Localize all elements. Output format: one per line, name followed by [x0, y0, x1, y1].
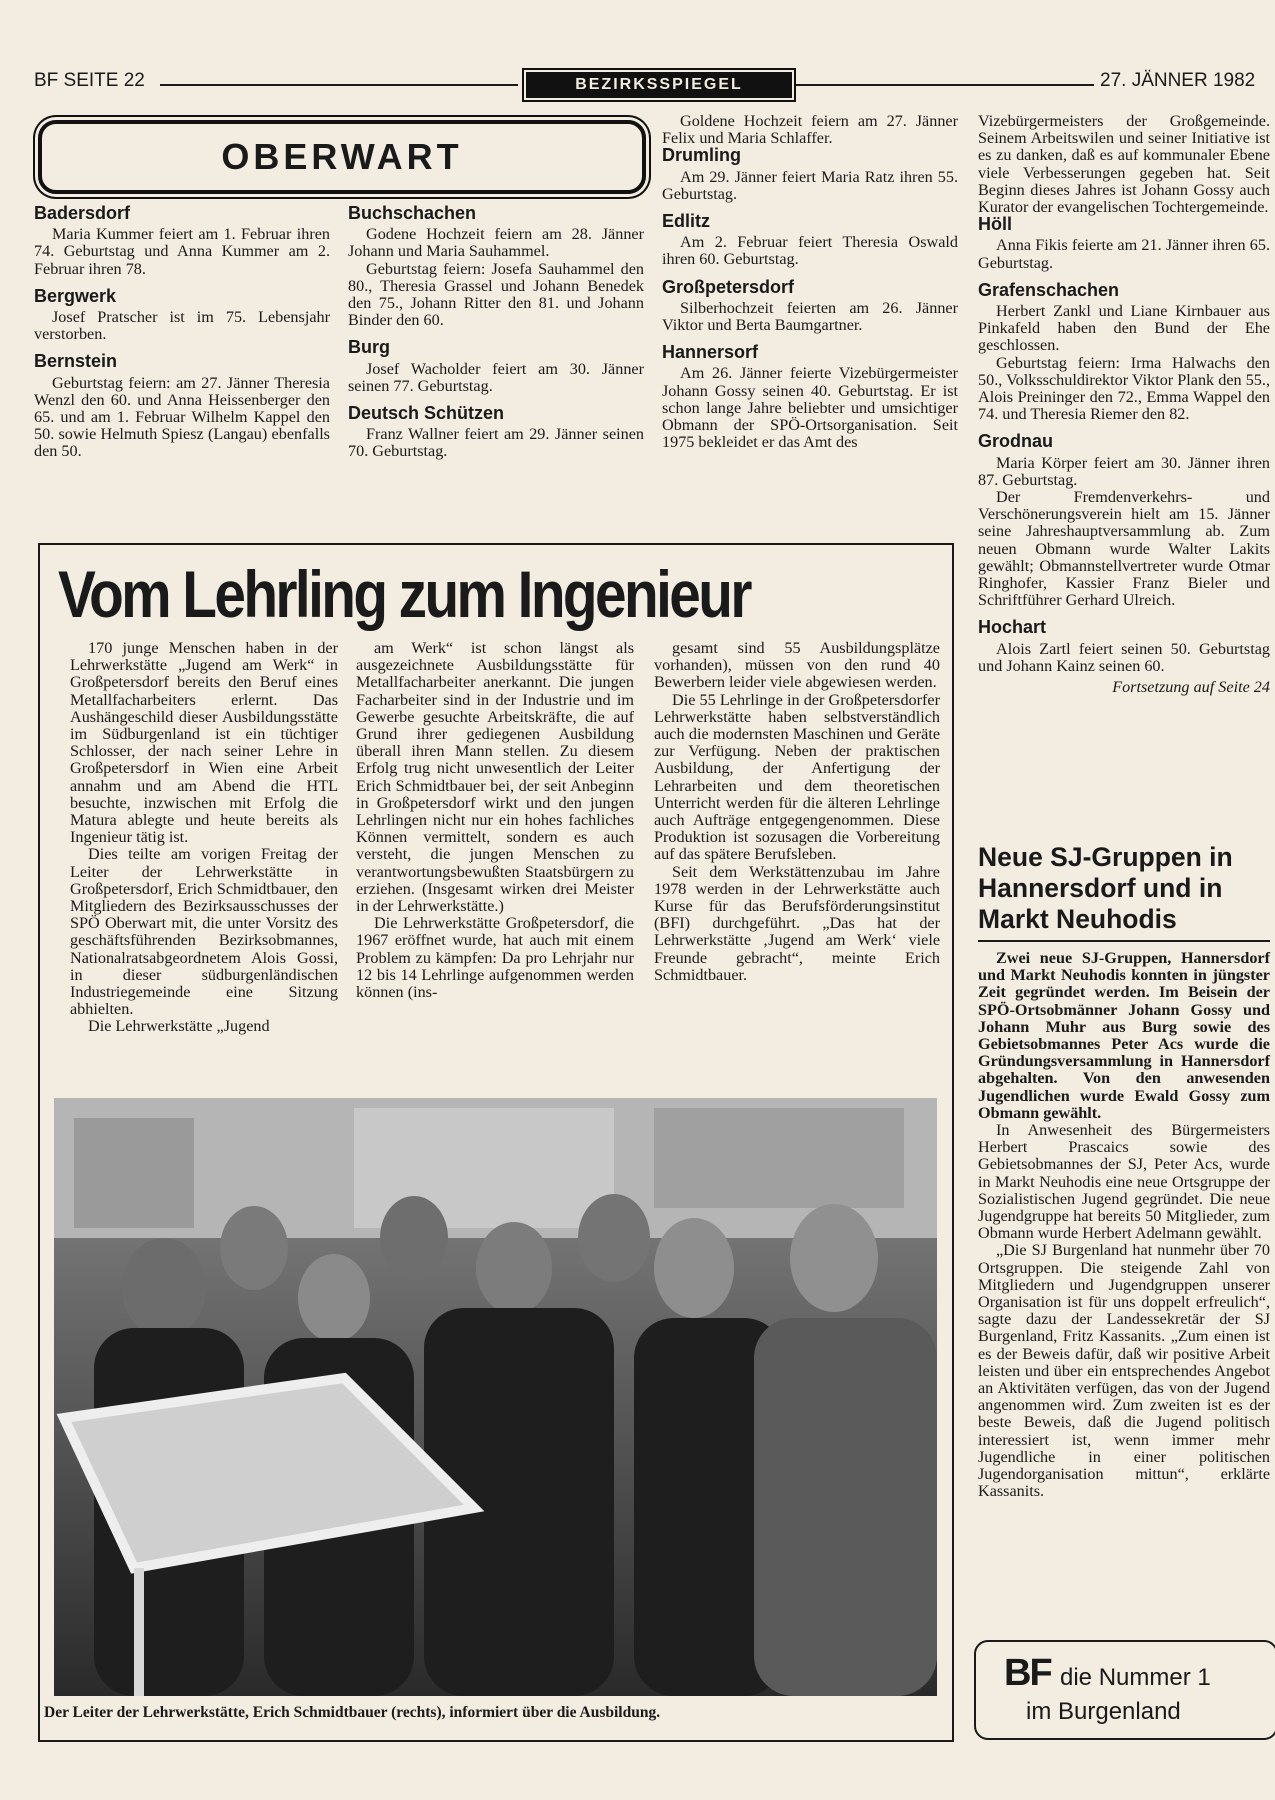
- paragraph: am Werk“ ist schon längst als ausgezeichnete Ausbildungsstätte für Metallfacharbeiter anerkannt. Die jungen Facharbeiter sind in der Industrie und im Gewerbe gesuchte Arbeitskräfte, die auf Grund ihrer gediegenen Ausbildung überall ihren Mann stellen. Zu diesem Erfolg trug nicht unwesentlich der Leiter Erich Schmidtbauer bei, der seit Anbeginn in Großpetersdorf wirkt und den jungen Lehrlingen nicht nur ein hohes fachliches Können vermittelt, sondern es auch versteht, die jungen Menschen zu verantwortungsbewußten Staatsbürgern zu erziehen. (Insgesamt wirken drei Meister in der Lehrwerkstätte.): [356, 639, 634, 916]
- location-heading: Hochart: [978, 617, 1047, 638]
- news-column-4: [978, 113, 1270, 696]
- continuation-note: Fortsetzung auf Seite 24: [1112, 678, 1270, 697]
- workshop-photo: [54, 1098, 937, 1696]
- news-item-text: Am 2. Februar feiert Theresia Oswald ihren 60. Geburtstag.: [662, 233, 958, 269]
- news-item-text: Alois Zartl feiert seinen 50. Geburtstag und Johann Kainz seinen 60.: [978, 639, 1270, 675]
- news-column-1: [34, 205, 330, 461]
- news-column-3: [662, 113, 958, 451]
- sj-headline: Neue SJ-Gruppen in Hannersdorf und in Markt Neuhodis: [978, 842, 1233, 934]
- bf-ad-line-2: im Burgenland: [1026, 1698, 1181, 1725]
- location-heading: Höll: [978, 214, 1012, 235]
- news-item-text: Josef Pratscher ist im 75. Lebensjahr verstorben.: [34, 308, 330, 344]
- bf-logo: BF: [1004, 1652, 1051, 1694]
- location-heading: Deutsch Schützen: [348, 403, 505, 424]
- paragraph: Die Lehrwerkstätte Großpetersdorf, die 1967 eröffnet wurde, hat auch mit einem Problem zu kämpfen: Da pro Lehrjahr nur 12 bis 14 Lehrlinge aufgenommen werden können (ins-: [356, 914, 634, 1002]
- location-heading: Badersdorf: [34, 203, 131, 223]
- bf-ad-line-1: die Nummer 1: [1060, 1664, 1211, 1691]
- news-item-text: Maria Kummer feiert am 1. Februar ihren 74. Geburtstag und Anna Kummer am 2. Februar ihren 78.: [34, 225, 330, 278]
- article-column-2: [356, 640, 634, 1001]
- bf-ad: [974, 1640, 1275, 1740]
- sj-rule: [978, 940, 1270, 942]
- sj-lead: Zwei neue SJ-Gruppen, Hannersdorf und Markt Neuhodis konnten in jüngster Zeit gegründet werden. Im Beisein der SPÖ-Ortsobmänner Johann Gossy und Johann Muhr aus Burg sowie des Gebietsobmannes Peter Acs wurde die Gründungsversammlung in Hannersdorf abgehalten. Von den anwesenden Jugendlichen wurde Ewald Gossy zum Obmann gewählt.: [978, 949, 1270, 1122]
- col4-lead: Vizebürgermeisters der Großgemeinde. Seinem Arbeitswilen und seiner Initiative ist es zu danken, daß es auf kommunaler Ebene viele Verbesserungen gegeben hat. Seit Beginn dieses Jahres ist Johann Gossy auch Kurator der evangelischen Tochtergemeinde.: [978, 112, 1270, 217]
- location-heading: Grodnau: [978, 431, 1053, 452]
- paragraph: In Anwesenheit des Bürgermeisters Herbert Prascaics sowie des Gebietsobmannes der SJ, Peter Acs, wurde in Markt Neuhodis eine neue Ortsgruppe der Sozialistischen Jugend gegründet. Die neue Jugendgruppe hat bereits 50 Mitglieder, zum Obmann wurde Herbert Adelmann gewählt.: [978, 1121, 1270, 1243]
- news-item-text: Franz Wallner feiert am 29. Jänner seinen 70. Geburtstag.: [348, 425, 644, 461]
- location-heading: Buchschachen: [348, 203, 477, 223]
- location-heading: Hannersorf: [662, 342, 759, 363]
- news-item-text: Am 29. Jänner feiert Maria Ratz ihren 55. Geburtstag.: [662, 167, 958, 203]
- location-heading: Drumling: [662, 145, 741, 166]
- paragraph: gesamt sind 55 Ausbildungsplätze vorhanden), müssen von den rund 40 Bewerbern leider viele abgewiesen werden.: [654, 639, 940, 692]
- location-heading: Großpetersdorf: [662, 276, 795, 297]
- paragraph: Seit dem Werkstättenzubau im Jahre 1978 werden in der Lehrwerkstätte auch Kurse für das Berufsförderungsinstitut (BFI) durchgeführt. „Das hat der Lehrwerkstätte ‚Jugend am Werk‘ viele Freunde gebracht“, meinte Erich Schmidtbauer.: [654, 862, 940, 984]
- region-title: OBERWART: [38, 120, 646, 194]
- location-heading: Bernstein: [34, 351, 118, 372]
- col3-lead: Goldene Hochzeit feiern am 27. Jänner Felix und Maria Schlaffer.: [662, 112, 958, 148]
- news-item-text: Anna Fikis feierte am 21. Jänner ihren 65. Geburtstag.: [978, 236, 1270, 272]
- news-item-text: Godene Hochzeit feiern am 28. Jänner Johann und Maria Sauhammel.: [348, 225, 644, 261]
- header-rule-right: [796, 84, 1094, 86]
- location-heading: Edlitz: [662, 211, 710, 232]
- location-heading: Bergwerk: [34, 285, 117, 306]
- news-item-text: Der Fremdenverkehrs- und Verschönerungsverein hielt am 15. Jänner seine Jahreshauptversammlung ab. Zum neuen Obmann wurde Walter Lakits gewählt; Obmannstellvertreter wurde Otmar Ringhofer, Kassier Franz Bieler und Schriftführer Gerhard Ulreich.: [978, 488, 1270, 610]
- news-item-text: Geburtstag feiern: Josefa Sauhammel den 80., Theresia Grassel und Johann Benedek den 75., Johann Ritter den 81. und Johann Binder den 60.: [348, 259, 644, 330]
- sj-article-body: [978, 950, 1270, 1501]
- paragraph: Dies teilte am vorigen Freitag der Leiter der Lehrwerkstätte in Großpetersdorf, Erich Schmidtbauer, den Mitgliedern des Bezirksausschusses der SPÖ Oberwart mit, die unter Vorsitz des geschäftsführenden Bezirksobmannes, Nationalratsabgeordnetem Alois Gossi, in dieser südburgenländischen Industriegemeinde eine Sitzung abhielten.: [70, 845, 338, 1019]
- news-item-text: Geburtstag feiern: am 27. Jänner Theresia Wenzl den 60. und Anna Heissenberger den 65. und am 1. Februar Wilhelm Kappel den 50. sowie Helmuth Spiesz (Langau) ebenfalls den 50.: [34, 373, 330, 461]
- location-heading: Grafenschachen: [978, 279, 1120, 300]
- news-item-text: Herbert Zankl und Liane Kirnbauer aus Pinkafeld haben den Bund der Ehe geschlossen.: [978, 302, 1270, 355]
- issue-date: 27. JÄNNER 1982: [1100, 70, 1256, 91]
- location-heading: Burg: [348, 337, 390, 358]
- section-title: BEZIRKSSPIEGEL: [522, 68, 796, 102]
- header-rule-left: [160, 84, 518, 86]
- news-item-text: Silberhochzeit feierten am 26. Jänner Viktor und Berta Baumgartner.: [662, 298, 958, 335]
- article-photo: [54, 1098, 937, 1696]
- paragraph: Die Lehrwerkstätte „Jugend: [88, 1017, 270, 1036]
- paragraph: „Die SJ Burgenland hat nunmehr über 70 Ortsgruppen. Die steigende Zahl von Mitgliedern und Jugendgruppen unserer Organisation ist für uns doppelt erfreulich“, sagte dazu der Landessekretär der SJ Burgenland, Fritz Kassanits. „Zum einen ist es der Beweis dafür, daß wir positive Arbeit leisten und über ein entsprechendes Angebot an Aktivitäten verfügen, das von der Jugend angenommen wird. Zum zweiten ist es der beste Beweis, daß die Jugend politisch interessiert ist, wenn immer mehr Jugendliche in einer politischen Jugendorganisation mittun“, erklärte Kassanits.: [978, 1241, 1270, 1501]
- news-column-2: [348, 205, 644, 461]
- news-item-text: Josef Wacholder feiert am 30. Jänner seinen 77. Geburtstag.: [348, 359, 644, 395]
- page-number: BF SEITE 22: [34, 70, 145, 91]
- paragraph: Die 55 Lehrlinge in der Großpetersdorfer Lehrwerkstätte haben selbstverständlich auch die modernsten Maschinen und Geräte zur Verfügung. Neben der praktischen Ausbildung, der Anfertigung der Lehrarbeiten und dem theoretischen Unterricht werden für die älteren Lehrlinge auch Aufträge entgegengenommen. Diese Produktion ist sozusagen die Vorbereitung auf das spätere Berufsleben.: [654, 690, 940, 864]
- paragraph: 170 junge Menschen haben in der Lehrwerkstätte „Jugend am Werk“ in Großpetersdorf bereits den Beruf eines Metallfacharbeiters erlernt. Das Aushängeschild dieser Ausbildungsstätte im Südburgenland ist ein tüchtiger Schlosser, der nach seiner Lehre in Großpetersdorf in Wien eine Arbeit annahm und am Abend die HTL besuchte, inzwischen mit Erfolg die Matura ablegte und heute bereits als Ingenieur tätig ist.: [70, 639, 338, 847]
- news-item-text: Maria Körper feiert am 30. Jänner ihren 87. Geburtstag.: [978, 453, 1270, 489]
- news-item-text: Am 26. Jänner feierte Vizebürgermeister Johann Gossy seinen 40. Geburtstag. Er ist schon lange Jahre beliebter und umsichtiger Obmann der SPÖ-Ortsorganisation. Seit 1975 bekleidet er das Amt des: [662, 364, 958, 452]
- photo-caption: Der Leiter der Lehrwerkstätte, Erich Schmidtbauer (rechts), informiert über die Ausbildung.: [44, 1704, 661, 1721]
- article-column-1: [70, 640, 338, 1036]
- article-column-3: [654, 640, 940, 984]
- article-headline: Vom Lehrling zum Ingenieur: [58, 557, 750, 631]
- news-item-text: Geburtstag feiern: Irma Halwachs den 50., Volksschuldirektor Viktor Plank den 55., Alois Preininger den 72., Emma Wappel den 74. und Theresia Riemer den 82.: [978, 353, 1270, 424]
